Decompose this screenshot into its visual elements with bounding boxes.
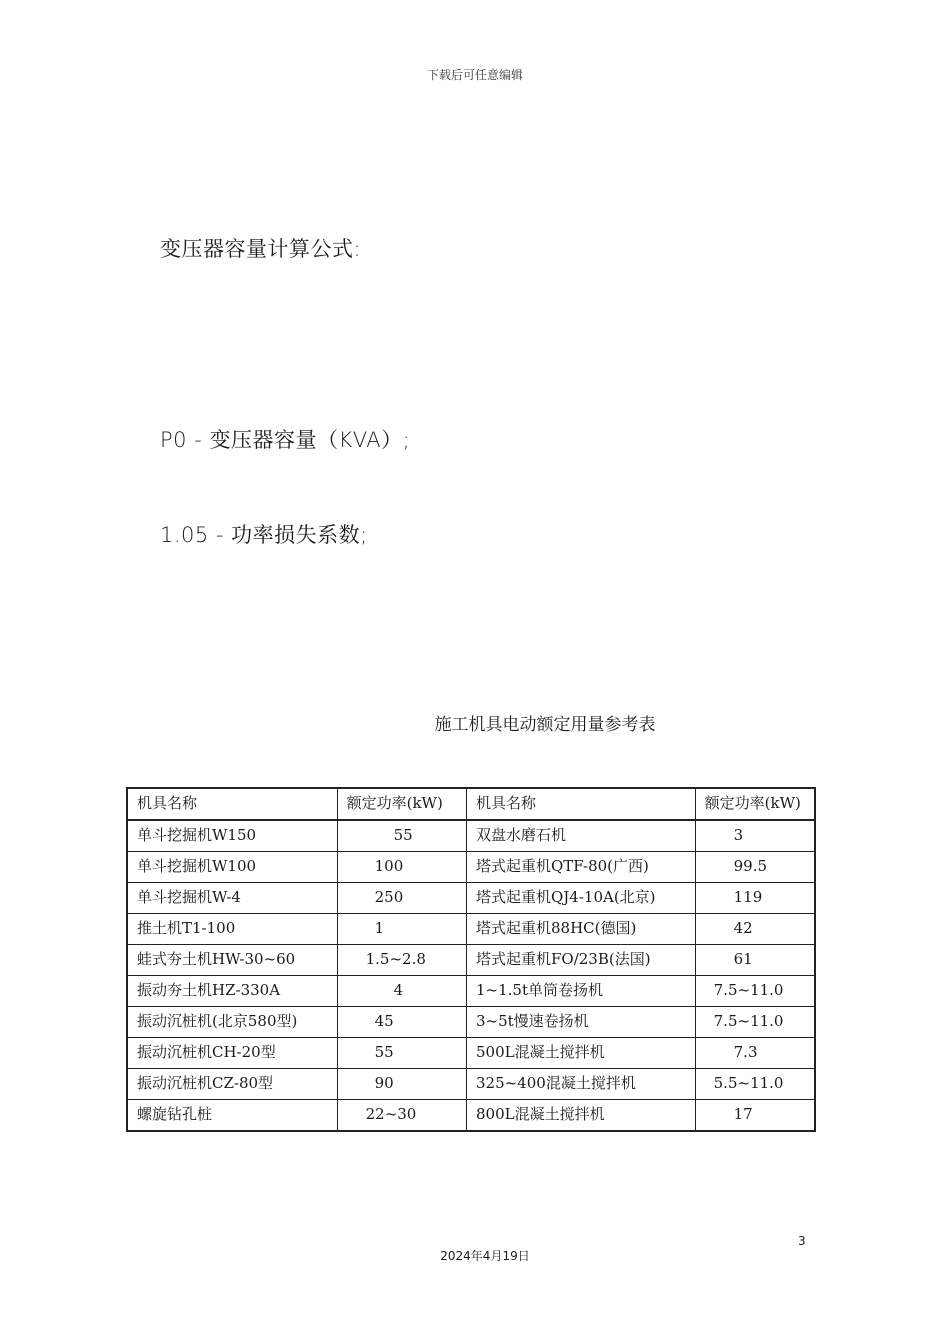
equipment-power-table (126, 787, 816, 1132)
page-number: 3 (798, 1234, 806, 1248)
equipment-name: 振动沉桩机CZ-80型 (127, 1069, 337, 1100)
table-row (127, 976, 815, 1007)
equipment-name: 800L混凝土搅拌机 (466, 1100, 695, 1132)
column-header: 额定功率(kW) (695, 788, 815, 820)
equipment-name: 振动夯土机HZ-330A (127, 976, 337, 1007)
rated-power: 7.5~11.0 (695, 1007, 815, 1038)
rated-power: 3 (695, 820, 815, 852)
table-row (127, 914, 815, 945)
rated-power: 90 (337, 1069, 466, 1100)
rated-power: 250 (337, 883, 466, 914)
equipment-name: 推土机T1-100 (127, 914, 337, 945)
loss-coefficient-definition: 1.05 - 功率损失系数; (160, 523, 368, 547)
table-row (127, 1038, 815, 1069)
page-header-note: 下载后可任意编辑 (426, 68, 523, 82)
equipment-name: 单斗挖掘机W100 (127, 852, 337, 883)
rated-power: 22~30 (337, 1100, 466, 1132)
footer-date: 2024年4月19日 (440, 1249, 530, 1263)
equipment-name: 塔式起重机88HC(德国) (466, 914, 695, 945)
formula-heading: 变压器容量计算公式: (160, 237, 362, 261)
rated-power: 55 (337, 1038, 466, 1069)
table-row (127, 1069, 815, 1100)
equipment-name: 双盘水磨石机 (466, 820, 695, 852)
column-header: 额定功率(kW) (337, 788, 466, 820)
rated-power: 1 (337, 914, 466, 945)
equipment-name: 500L混凝土搅拌机 (466, 1038, 695, 1069)
rated-power: 119 (695, 883, 815, 914)
equipment-name: 塔式起重机QJ4-10A(北京) (466, 883, 695, 914)
rated-power: 7.3 (695, 1038, 815, 1069)
rated-power: 4 (337, 976, 466, 1007)
equipment-name: 螺旋钻孔桩 (127, 1100, 337, 1132)
equipment-name: 3~5t慢速卷扬机 (466, 1007, 695, 1038)
equipment-name: 1~1.5t单筒卷扬机 (466, 976, 695, 1007)
table-row (127, 1007, 815, 1038)
rated-power: 61 (695, 945, 815, 976)
rated-power: 42 (695, 914, 815, 945)
rated-power: 55 (337, 820, 466, 852)
rated-power: 99.5 (695, 852, 815, 883)
equipment-name: 单斗挖掘机W150 (127, 820, 337, 852)
p0-definition: P0 - 变压器容量（KVA）; (160, 428, 411, 452)
rated-power: 17 (695, 1100, 815, 1132)
equipment-name: 振动沉桩机(北京580型) (127, 1007, 337, 1038)
table-row (127, 945, 815, 976)
table-row (127, 883, 815, 914)
equipment-name: 振动沉桩机CH-20型 (127, 1038, 337, 1069)
equipment-name: 塔式起重机QTF-80(广西) (466, 852, 695, 883)
equipment-name: 325~400混凝土搅拌机 (466, 1069, 695, 1100)
column-header: 机具名称 (466, 788, 695, 820)
column-header: 机具名称 (127, 788, 337, 820)
rated-power: 5.5~11.0 (695, 1069, 815, 1100)
equipment-name: 蛙式夯土机HW-30~60 (127, 945, 337, 976)
rated-power: 1.5~2.8 (337, 945, 466, 976)
table-row (127, 852, 815, 883)
rated-power: 7.5~11.0 (695, 976, 815, 1007)
table-row (127, 1100, 815, 1132)
rated-power: 100 (337, 852, 466, 883)
equipment-name: 单斗挖掘机W-4 (127, 883, 337, 914)
equipment-name: 塔式起重机FO/23B(法国) (466, 945, 695, 976)
table-row (127, 820, 815, 852)
table-header-row (127, 788, 815, 820)
table-title: 施工机具电动额定用量参考表 (434, 715, 656, 735)
rated-power: 45 (337, 1007, 466, 1038)
